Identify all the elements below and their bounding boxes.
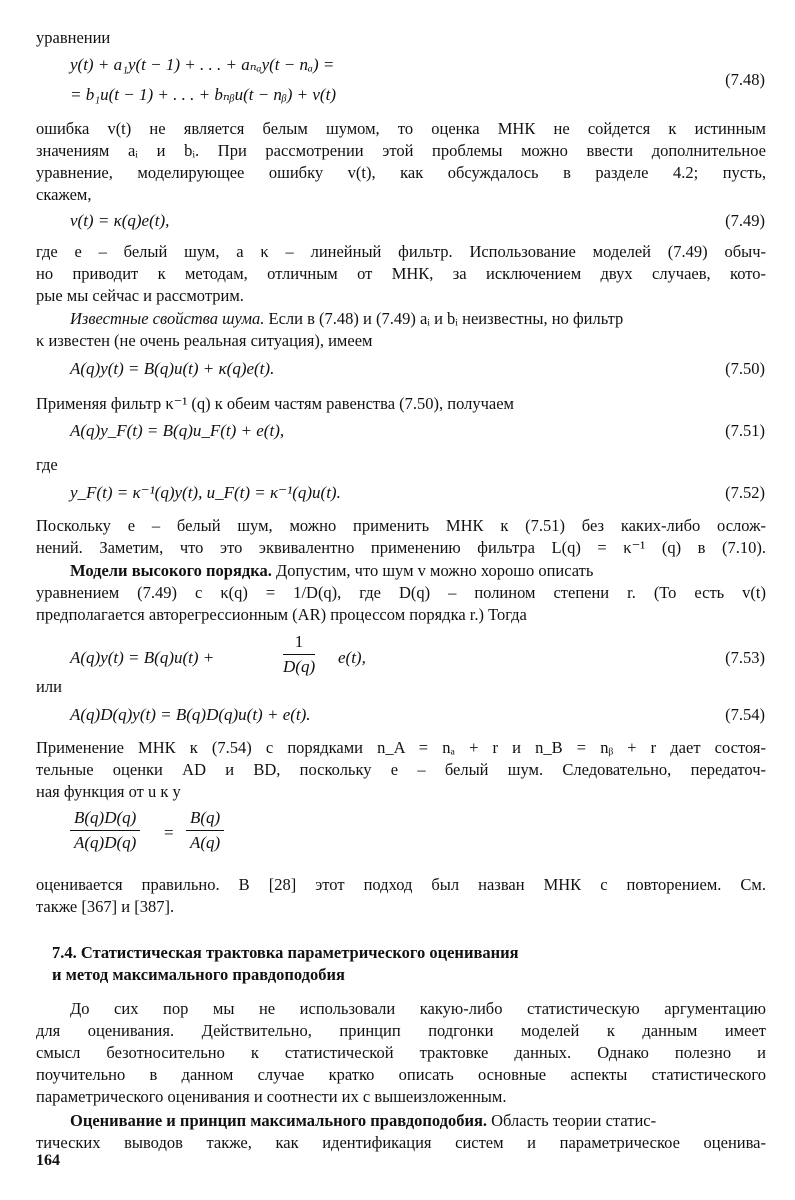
text-run: Если в (7.48) и (7.49) aᵢ и bᵢ неизвестны, но фильтр (268, 309, 624, 328)
text-line: параметрического оценивания и соотнести их с вышеизложенным. (36, 1087, 507, 1106)
equation-7-53-left: A(q)y(t) = B(q)u(t) + (70, 648, 215, 667)
text-line: смысл безотносительно к статистической трактовке данных. Однако полезно и (36, 1043, 766, 1062)
fraction (186, 808, 224, 853)
text-line: но приводит к методам, отличным от МНК, за исключением двух случаев, кото- (36, 264, 766, 283)
fraction-numerator: 1 (283, 632, 315, 655)
equation-number: (7.48) (725, 70, 765, 89)
text-line: скажем, (36, 185, 92, 204)
equation-number: (7.51) (725, 421, 765, 440)
equation-7-52: y_F(t) = κ⁻¹(q)y(t), u_F(t) = κ⁻¹(q)u(t). (70, 483, 341, 502)
text-line: ошибка v(t) не является белым шумом, то оценка МНК не сойдется к истинным (36, 119, 766, 138)
text-line: поучительно в данном случае кратко описать основные аспекты статистического (36, 1065, 766, 1084)
fraction-numerator: B(q)D(q) (70, 808, 140, 831)
text-line: также [367] и [387]. (36, 897, 175, 916)
text-line (70, 561, 766, 581)
equation-7-50: A(q)y(t) = B(q)u(t) + κ(q)e(t). (70, 359, 275, 378)
text-line: уравнением (7.49) с κ(q) = 1/D(q), где D(q) – полином степени r. (То есть v(t) (36, 583, 766, 602)
section-heading: и метод максимального правдоподобия (52, 965, 345, 984)
text-line: или (36, 677, 62, 696)
text-line: предполагается авторегрессионным (AR) процессом порядка r.) Тогда (36, 605, 527, 624)
text-line (70, 1111, 766, 1131)
text-line: тических выводов также, как идентификация систем и параметрическое оценива- (36, 1133, 766, 1152)
text-line: Применяя фильтр κ⁻¹ (q) к обеим частям равенства (7.50), получаем (36, 394, 515, 413)
equation-number: (7.52) (725, 483, 765, 502)
equation-7-53-right: e(t), (338, 648, 366, 667)
text-run: Область теории статис- (491, 1111, 657, 1130)
equation-7-49: v(t) = κ(q)e(t), (70, 211, 170, 230)
page-number: 164 (36, 1152, 60, 1169)
equation-7-51: A(q)y_F(t) = B(q)u_F(t) + e(t), (70, 421, 285, 440)
text-line: оценивается правильно. В [28] этот подход был назван МНК с повторением. См. (36, 875, 766, 894)
equals-sign: = (164, 823, 174, 842)
equation-number: (7.53) (725, 648, 765, 667)
section-heading: 7.4. Статистическая трактовка параметрического оценивания (52, 943, 519, 962)
bold-lead: Оценивание и принцип максимального правдоподобия. (70, 1111, 488, 1130)
fraction-denominator: D(q) (283, 657, 316, 676)
text-line: κ известен (не очень реальная ситуация), имеем (36, 331, 373, 350)
bold-lead: Модели высокого порядка. (70, 561, 272, 580)
text-line (70, 309, 766, 329)
text-line: ная функция от u к y (36, 782, 181, 801)
text-line: уравнении (36, 28, 111, 47)
text-run: Допустим, что шум v можно хорошо описать (276, 561, 594, 580)
italic-lead: Известные свойства шума. (70, 309, 265, 328)
equation-7-48-line1: y(t) + a₁y(t − 1) + . . . + aₙₐy(t − nₐ) = (70, 55, 335, 74)
text-line: Поскольку e – белый шум, можно применить МНК к (7.51) без каких-либо ослож- (36, 516, 766, 535)
fraction-numerator: B(q) (186, 808, 224, 831)
equation-number: (7.54) (725, 705, 765, 724)
equation-number: (7.50) (725, 359, 765, 378)
fraction-denominator: A(q)D(q) (74, 833, 137, 852)
text-line: где e – белый шум, а κ – линейный фильтр. Использование моделей (7.49) обыч- (36, 242, 766, 261)
text-line: рые мы сейчас и рассмотрим. (36, 286, 244, 305)
fraction-denominator: A(q) (190, 833, 221, 852)
text-line: тельные оценки AD и BD, поскольку e – белый шум. Следовательно, передаточ- (36, 760, 766, 779)
fraction (283, 632, 315, 677)
text-line: До сих пор мы не использовали какую-либо статистическую аргументацию (70, 999, 766, 1018)
text-line: уравнение, моделирующее ошибку v(t), как обсуждалось в разделе 4.2; пусть, (36, 163, 766, 182)
text-line: Применение МНК к (7.54) с порядками n_A = nₐ + r и n_B = nᵦ + r дает состоя- (36, 738, 766, 757)
text-line: нений. Заметим, что это эквивалентно применению фильтра L(q) = κ⁻¹ (q) в (7.10). (36, 538, 766, 557)
text-line: где (36, 455, 58, 474)
equation-7-48-line2: = b₁u(t − 1) + . . . + bₙᵦu(t − nᵦ) + v(t) (70, 85, 336, 104)
equation-7-54: A(q)D(q)y(t) = B(q)D(q)u(t) + e(t). (70, 705, 311, 724)
fraction (70, 808, 140, 853)
text-line: для оценивания. Действительно, принцип подгонки моделей к данным имеет (36, 1021, 766, 1040)
text-line: значениям aᵢ и bᵢ. При рассмотрении этой проблемы можно ввести дополнительное (36, 141, 766, 160)
equation-number: (7.49) (725, 211, 765, 230)
